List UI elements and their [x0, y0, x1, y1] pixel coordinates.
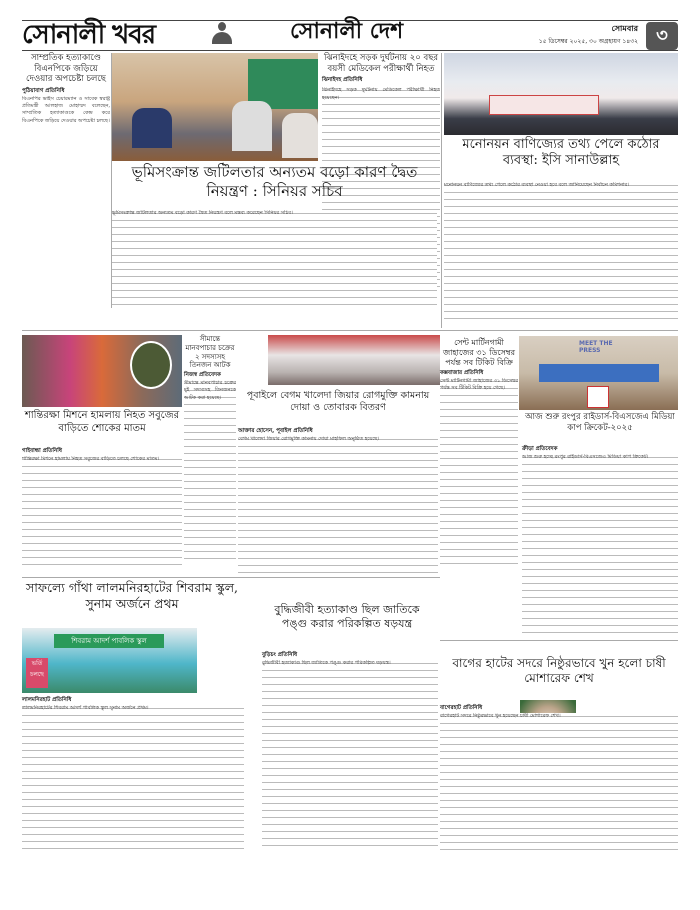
headline-bagerhat[interactable]: বাগের হাটের সদরে নিষ্ঠুরভাবে খুন হলো চাষী মোশারেফ শেখ [452, 656, 666, 685]
byline-school: লালমনিরহাট প্রতিনিধি [22, 697, 72, 703]
headline[interactable]: ঝিনাইদহে সড়ক দুর্ঘটনায় ২০ বছর বয়সী মেডিকেল পরীক্ষার্থী নিহত [323, 53, 439, 74]
article-border[interactable] [184, 335, 236, 575]
article-body-bagerhat: বাগেরহাট সদরে নিষ্ঠুরভাবে খুন হয়েছেন চাষী মোশারেফ শেখ। [440, 713, 678, 853]
school-sign: শিবরাম আদর্শ পাবলিক স্কুল [54, 634, 164, 648]
headline-peacekeeping[interactable]: শান্তিরক্ষা মিশনে হামলায় নিহত সবুজের বাড়িতে শোকের মাতম [24, 410, 180, 434]
byline: পুঠিয়াবাগ প্রতিনিধি [22, 87, 65, 94]
headline[interactable]: সাম্প্রতিক হত্যাকাণ্ডে বিএনপিকে জড়িয়ে দেওয়ার অপচেষ্টা চলছে [26, 53, 106, 85]
article-stmartin[interactable] [440, 338, 518, 578]
headline[interactable]: সেন্ট মার্টিনগামী জাহাজের ৩১ ডিসেম্বর পর্যন্ত সব টিকিট বিক্রি [442, 338, 516, 367]
byline: কক্সবাজার প্রতিনিধি [440, 370, 484, 376]
headline-school[interactable]: সাফল্যে গাঁথা লালমনিরহাটের শিবরাম স্কুল, সুনাম অর্জনে প্রথম [25, 580, 239, 611]
headline-intellectual[interactable]: বুদ্ধিজীবী হত্যাকাণ্ড ছিল জাতিকে পঙ্গু করার পরিকল্পিত ষড়যন্ত্র [274, 603, 420, 630]
day-label: সোমবার [611, 24, 638, 33]
article-body-pubail: বেগম খালেদা জিয়ার রোগমুক্তি কামনায় দোয়া মাহফিল অনুষ্ঠিত হয়েছে। [238, 436, 438, 576]
banner-text: MEET THE PRESS [579, 340, 613, 354]
article-body-ec: মনোনয়ন বাণিজ্যের তথ্য পেলে কঠোর ব্যবস্থা নেওয়া হবে বলে জানিয়েছেন নির্বাচন কমিশনার। [444, 182, 678, 322]
article-body-cricket: আজ শুরু হচ্ছে রংপুর রাইডার্স-বিএসজেএ মিডিয়া কাপ ক্রিকেট। [522, 454, 678, 634]
article-body-intellectual: বুদ্ধিজীবী হত্যাকাণ্ড ছিল জাতিকে পঙ্গু করার পরিকল্পিত ষড়যন্ত্র। [262, 660, 438, 850]
byline: নিজস্ব প্রতিবেদক [184, 372, 221, 378]
byline-cricket: ক্রীড়া প্রতিবেদক [522, 446, 558, 452]
photo-ec-conference [444, 53, 678, 135]
masthead-title-right: সোনালী দেশ [290, 18, 404, 44]
headline[interactable]: সীমান্তে মানবপাচার চক্রের ২ সদস্যসহ তিনজন আটক [185, 335, 235, 370]
page-number: ৩ [646, 22, 678, 50]
article-body-land: ভূমিসংক্রান্ত জটিলতার অন্যতম বড়ো কারণ দ্বৈত নিয়ন্ত্রণ বলে মন্তব্য করেছেন সিনিয়র সচিব। [112, 210, 437, 310]
person-icon [210, 22, 234, 46]
article-body-peacekeeping: শান্তিরক্ষা মিশনে হামলায় নিহত সবুজের বাড়িতে চলছে শোকের মাতম। [22, 456, 182, 571]
article-body: সীমান্তে মানবপাচার চক্রের দুই সদস্যসহ তিনজনকে আটক করা হয়েছে। [184, 380, 236, 560]
article-body-school: লালমনিরহাটের শিবরাম আদর্শ পাবলিক স্কুল সুনাম অর্জনে প্রথম। [22, 705, 244, 850]
date-label: ১৫ ডিসেম্বর ২০২৫, ৩০ অগ্রহায়ণ ১৪৩২ [538, 38, 638, 45]
photo-land-meeting [112, 53, 318, 161]
article-body: সেন্ট মার্টিনগামী জাহাজের ৩১ ডিসেম্বর পর্যন্ত সব টিকিট বিক্রি হয়ে গেছে। [440, 378, 518, 568]
article-body: বিএনপির ভাইস চেয়ারম্যান ও সাবেক স্বরাষ্ট্র প্রতিমন্ত্রী আলহাজ মোহাম্মদ বলেছেন, সাম্প্রতিক হত্যাকাণ্ডকে কেন্দ্র করে বিএনপিকে জড়িয়ে দেওয়ার অপচেষ্টা চলছে। [22, 95, 110, 124]
byline-pubail: আক্তার হোসেন, পূবাইল প্রতিনিধি [238, 428, 313, 434]
headline-land[interactable]: ভূমিসংক্রান্ত জটিলতার অন্যতম বড়ো কারণ দ্বৈত নিয়ন্ত্রণ : সিনিয়র সচিব [131, 163, 418, 200]
byline: ঝিনাইদহ প্রতিনিধি [322, 77, 363, 84]
headline-cricket[interactable]: আজ শুরু রংপুর রাইডার্স-বিএসজেএ মিডিয়া কাপ ক্রিকেট-২০২৫ [525, 412, 675, 433]
article-body: ঝিনাইদহে সড়ক দুর্ঘটনায় মেডিকেল পরীক্ষার্থী নিহত হয়েছেন। [322, 87, 440, 287]
photo-cricket [519, 336, 678, 410]
byline-intellectual: বুড়িচং প্রতিনিধি [262, 652, 298, 658]
headline-pubail[interactable]: পূবাইলে বেগম খালেদা জিয়ার রোগমুক্তি কামনায় দোয়া ও তোবারক বিতরণ [246, 390, 430, 413]
masthead-title-left: সোনালী খবর [22, 20, 156, 50]
byline-peacekeeping: গাইবান্ধা প্রতিনিধি [22, 448, 62, 454]
photo-peacekeeping [22, 335, 182, 407]
headline-ec[interactable]: মনোনয়ন বাণিজ্যের তথ্য পেলে কঠোর ব্যবস্থা: ইসি সানাউল্লাহ [462, 137, 660, 169]
article-bnp[interactable] [22, 53, 110, 308]
admission-sign: ভর্তি চলছে [26, 658, 48, 688]
byline-bagerhat: বাগেরহাট প্রতিনিধি [440, 705, 483, 711]
photo-school [22, 628, 197, 693]
photo-pubail [268, 335, 440, 385]
